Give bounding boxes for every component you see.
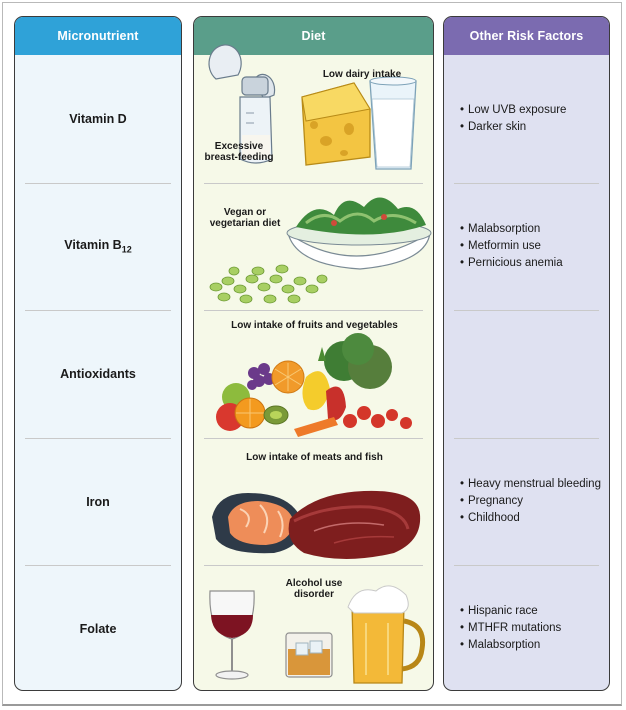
diet-label-vegan: Vegan or vegetarian diet [209,207,281,229]
diet-label-meats-fish: Low intake of meats and fish [246,452,383,463]
risk-factors-header: Other Risk Factors [444,17,609,55]
row-vitamin-d-risks [444,55,609,183]
diet-header: Diet [194,17,433,55]
beer-mug-illustration [348,586,423,683]
micronutrient-header: Micronutrient [15,17,181,55]
risk-item: • Pregnancy [468,493,609,510]
nutrient-label: Antioxidants [60,367,136,381]
risk-item: • Malabsorption [468,637,609,654]
row-vitamin-d-nutrient [15,55,181,183]
cheese-illustration [302,83,370,165]
salmon-steak-illustration [212,493,302,553]
risk-item: • Childhood [468,510,609,527]
risk-factors-column [443,16,610,691]
row-divider [204,565,423,566]
nutrient-label: Iron [86,494,110,509]
risk-item: • Darker skin [468,119,609,136]
beef-steak-illustration [289,491,421,559]
fruits-vegetables-illustration [216,333,412,437]
edamame-beans-illustration [210,265,327,303]
row-folate-nutrient [15,565,181,691]
nutrient-label: Vitamin D [69,112,127,126]
row-divider [204,438,423,439]
nutrient-label: Folate [79,621,117,636]
diet-column [193,16,434,691]
risk-item: • Heavy menstrual bleeding [468,476,609,493]
risk-item: • Hispanic race [468,603,609,620]
risk-item: • Pernicious anemia [468,255,609,272]
diet-label-low-dairy: Low dairy intake [322,69,402,80]
whiskey-glass-illustration [286,633,332,677]
milk-glass-illustration [370,77,416,169]
diet-label-excessive-breastfeeding: Excessive breast-feeding [204,141,274,163]
row-iron-nutrient [15,438,181,565]
salad-bowl-illustration [287,197,431,269]
row-vitamin-b12-risks [444,183,609,310]
risk-item: • Malabsorption [468,221,609,238]
row-antioxidants-nutrient [15,310,181,438]
risk-item: • Low UVB exposure [468,102,609,119]
risk-item: • MTHFR mutations [468,620,609,637]
row-iron-risks [444,438,609,565]
diet-label-fruits-vegetables: Low intake of fruits and vegetables [231,320,398,331]
row-folate-risks [444,565,609,691]
micronutrient-column [14,16,182,691]
wine-glass-illustration [210,591,254,679]
diet-label-alcohol: Alcohol use disorder [285,578,343,600]
risk-item: • Metformin use [468,238,609,255]
row-divider [454,310,599,311]
row-divider [204,183,423,184]
row-vitamin-b12-nutrient [15,183,181,310]
row-divider [204,310,423,311]
nutrient-label: Vitamin $B_{12}$ [64,238,132,255]
